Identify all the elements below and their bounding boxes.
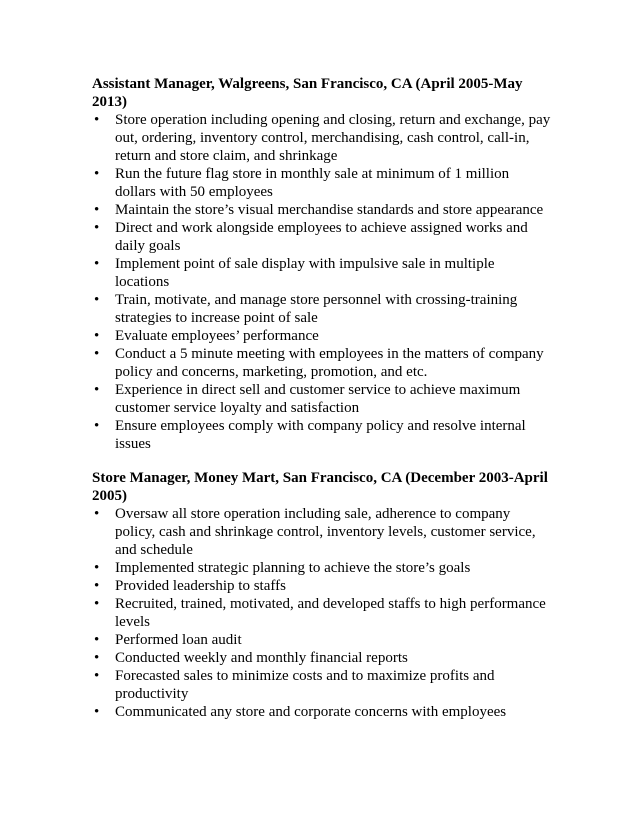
bullet-icon: • [94, 202, 100, 218]
bullet-icon: • [94, 560, 100, 576]
list-item [92, 111, 552, 165]
list-item-text: Experience in direct sell and customer service to achieve maximum customer service loyalty and satisfaction [115, 382, 521, 416]
list-item-text: Direct and work alongside employees to achieve assigned works and daily goals [115, 220, 528, 254]
bullet-icon: • [94, 346, 100, 362]
responsibility-list [92, 505, 552, 721]
list-item [92, 577, 552, 595]
bullet-icon: • [94, 220, 100, 236]
list-item [92, 219, 552, 255]
bullet-icon: • [94, 650, 100, 666]
bullet-icon: • [94, 506, 100, 522]
list-item-text: Provided leadership to staffs [115, 578, 286, 594]
list-item [92, 201, 552, 219]
bullet-icon: • [94, 166, 100, 182]
list-item-text: Evaluate employees’ performance [115, 328, 319, 344]
list-item [92, 595, 552, 631]
responsibility-list [92, 111, 552, 453]
list-item-text: Implemented strategic planning to achieve the store’s goals [115, 560, 471, 576]
list-item [92, 631, 552, 649]
list-item-text: Conduct a 5 minute meeting with employees in the matters of company policy and concerns, marketing, promotion, and etc. [115, 346, 544, 380]
list-item [92, 327, 552, 345]
list-item [92, 505, 552, 559]
bullet-icon: • [94, 596, 100, 612]
list-item-text: Run the future flag store in monthly sale at minimum of 1 million dollars with 50 employees [115, 166, 510, 200]
list-item [92, 417, 552, 453]
list-item-text: Conducted weekly and monthly financial reports [115, 650, 408, 666]
bullet-icon: • [94, 668, 100, 684]
bullet-icon: • [94, 382, 100, 398]
list-item [92, 381, 552, 417]
list-item [92, 291, 552, 327]
list-item-text: Ensure employees comply with company policy and resolve internal issues [115, 418, 526, 452]
resume-page [92, 75, 552, 721]
list-item-text: Store operation including opening and closing, return and exchange, pay out, ordering, inventory control, merchandising, cash control, call-in, return and store claim, and shrinkage [115, 112, 551, 164]
list-item [92, 559, 552, 577]
list-item [92, 255, 552, 291]
list-item-text: Recruited, trained, motivated, and developed staffs to high performance levels [115, 596, 546, 630]
list-item [92, 703, 552, 721]
bullet-icon: • [94, 704, 100, 720]
bullet-icon: • [94, 632, 100, 648]
list-item-text: Implement point of sale display with impulsive sale in multiple locations [115, 256, 495, 290]
list-item-text: Maintain the store’s visual merchandise standards and store appearance [115, 202, 544, 218]
list-item [92, 667, 552, 703]
job-section-money-mart [92, 469, 552, 721]
bullet-icon: • [94, 328, 100, 344]
list-item-text: Performed loan audit [115, 632, 242, 648]
list-item-text: Train, motivate, and manage store personnel with crossing-training strategies to increase point of sale [115, 292, 518, 326]
job-title: Assistant Manager, Walgreens, San Francisco, CA (April 2005-May 2013) [92, 76, 523, 110]
bullet-icon: • [94, 112, 100, 128]
bullet-icon: • [94, 578, 100, 594]
bullet-icon: • [94, 256, 100, 272]
list-item [92, 345, 552, 381]
job-section-walgreens [92, 75, 552, 453]
list-item [92, 649, 552, 667]
list-item [92, 165, 552, 201]
bullet-icon: • [94, 292, 100, 308]
list-item-text: Communicated any store and corporate concerns with employees [115, 704, 507, 720]
bullet-icon: • [94, 418, 100, 434]
job-title: Store Manager, Money Mart, San Francisco, CA (December 2003-April 2005) [92, 470, 548, 504]
list-item-text: Forecasted sales to minimize costs and to maximize profits and productivity [115, 668, 495, 702]
list-item-text: Oversaw all store operation including sale, adherence to company policy, cash and shrinkage control, inventory levels, customer service, and schedule [115, 506, 536, 558]
